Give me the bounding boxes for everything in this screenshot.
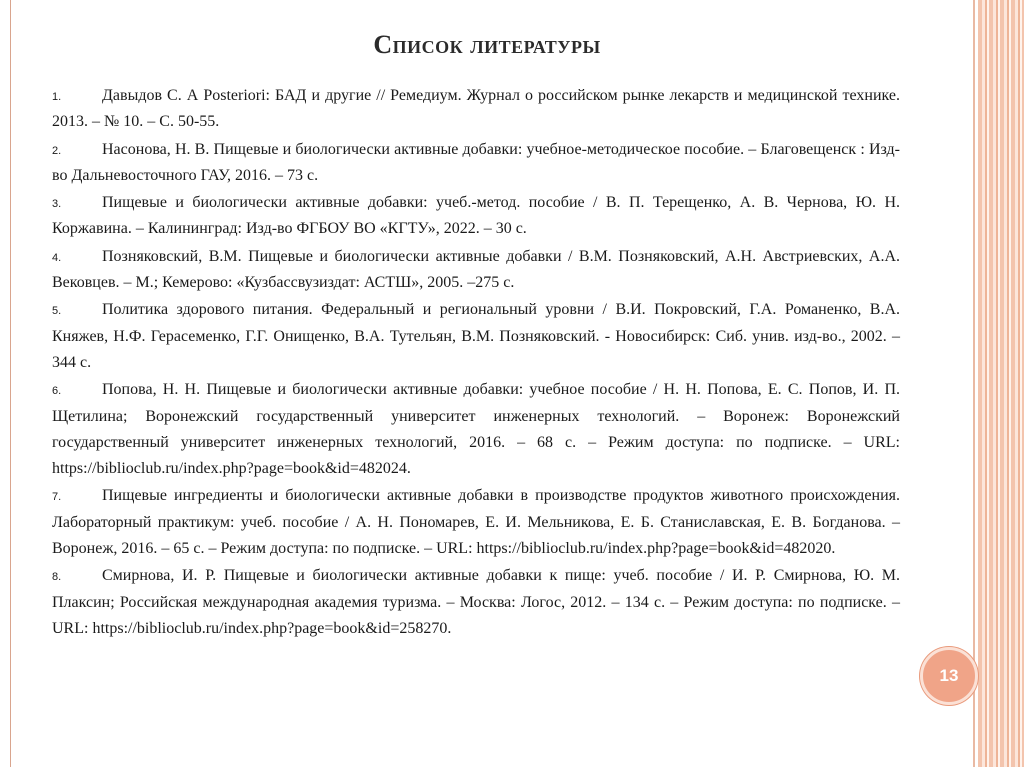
reference-text: Пищевые и биологически активные добавки: учеб.-метод. пособие / В. П. Терещенко, А. В. Чернова, Ю. Н. Коржавина. – Калининград: Изд-во ФГБОУ ВО «КГТУ», 2022. – 30 с. [52, 194, 900, 238]
page-title: Список литературы [373, 30, 601, 59]
reference-number: 3. [52, 198, 62, 211]
slide-left-border [10, 0, 11, 767]
reference-item [52, 244, 900, 297]
reference-number: 8. [52, 571, 62, 584]
reference-number: 4. [52, 251, 62, 264]
reference-text: Политика здорового питания. Федеральный и региональный уровни / В.И. Покровский, Г.А. Романенко, В.А. Княжев, Н.Ф. Герасеменко, Г.Г. Онищенко, В.А. Тутельян, В.М. Позняковский. - Новосибирск: Сиб. унив. изд-во., 2002. – 344 с. [52, 301, 900, 371]
slide-right-border [973, 0, 975, 767]
decorative-side-stripes [978, 0, 1024, 767]
reference-text: Смирнова, И. Р. Пищевые и биологически активные добавки к пище: учеб. пособие / И. Р. Смирнова, Ю. М. Плаксин; Российская международная академия туризма. – Москва: Логос, 2012. – 134 с. – Режим доступа: по подписке. – URL: https://biblioclub.ru/index.php?page=book&id=258270. [52, 567, 900, 637]
reference-text: Давыдов С. А Posteriori: БАД и другие // Ремедиум. Журнал о российском рынке лекарств и медицинской технике. 2013. – № 10. – С. 50-55. [52, 87, 900, 131]
page-number-badge: 13 [920, 647, 978, 705]
reference-text: Позняковский, В.М. Пищевые и биологически активные добавки / В.М. Позняковский, А.Н. Австриевских, А.А. Вековцев. – М.; Кемерово: «Кузбассвузиздат: АСТШ», 2005. –275 с. [52, 247, 900, 292]
reference-item [52, 190, 900, 243]
reference-item [52, 137, 900, 190]
reference-item [52, 483, 900, 562]
reference-number: 7. [52, 491, 62, 504]
reference-number: 5. [52, 305, 62, 318]
reference-list [52, 83, 900, 643]
reference-text: Насонова, Н. В. Пищевые и биологически активные добавки: учебное-методическое пособие. – Благовещенск : Изд-во Дальневосточного ГАУ, 2016. – 73 с. [52, 140, 900, 184]
reference-item [52, 377, 900, 482]
reference-item [52, 83, 900, 136]
reference-item [52, 297, 900, 376]
reference-text: Пищевые ингредиенты и биологически активные добавки в производстве продуктов животного происхождения. Лабораторный практикум: учеб. пособие / А. Н. Пономарев, Е. И. Мельникова, Е. Б. Станиславская, Е. В. Богданова. – Воронеж, 2016. – 65 с. – Режим доступа: по подписке. – URL: https://biblioclub.ru/index.php?page=book&id=482020. [52, 487, 900, 558]
reference-item [52, 563, 900, 642]
reference-number: 2. [52, 144, 62, 157]
reference-number: 6. [52, 385, 62, 398]
reference-text: Попова, Н. Н. Пищевые и биологически активные добавки: учебное пособие / Н. Н. Попова, Е. С. Попов, И. П. Щетилина; Воронежский государственный университет инженерных технологий. – Воронеж: Воронежский государственный университет инженерных технологий, 2016. – 68 с. – Режим доступа: по подписке. – URL: https://biblioclub.ru/index.php?page=book&id=482024. [52, 381, 900, 478]
reference-number: 1. [52, 91, 62, 103]
